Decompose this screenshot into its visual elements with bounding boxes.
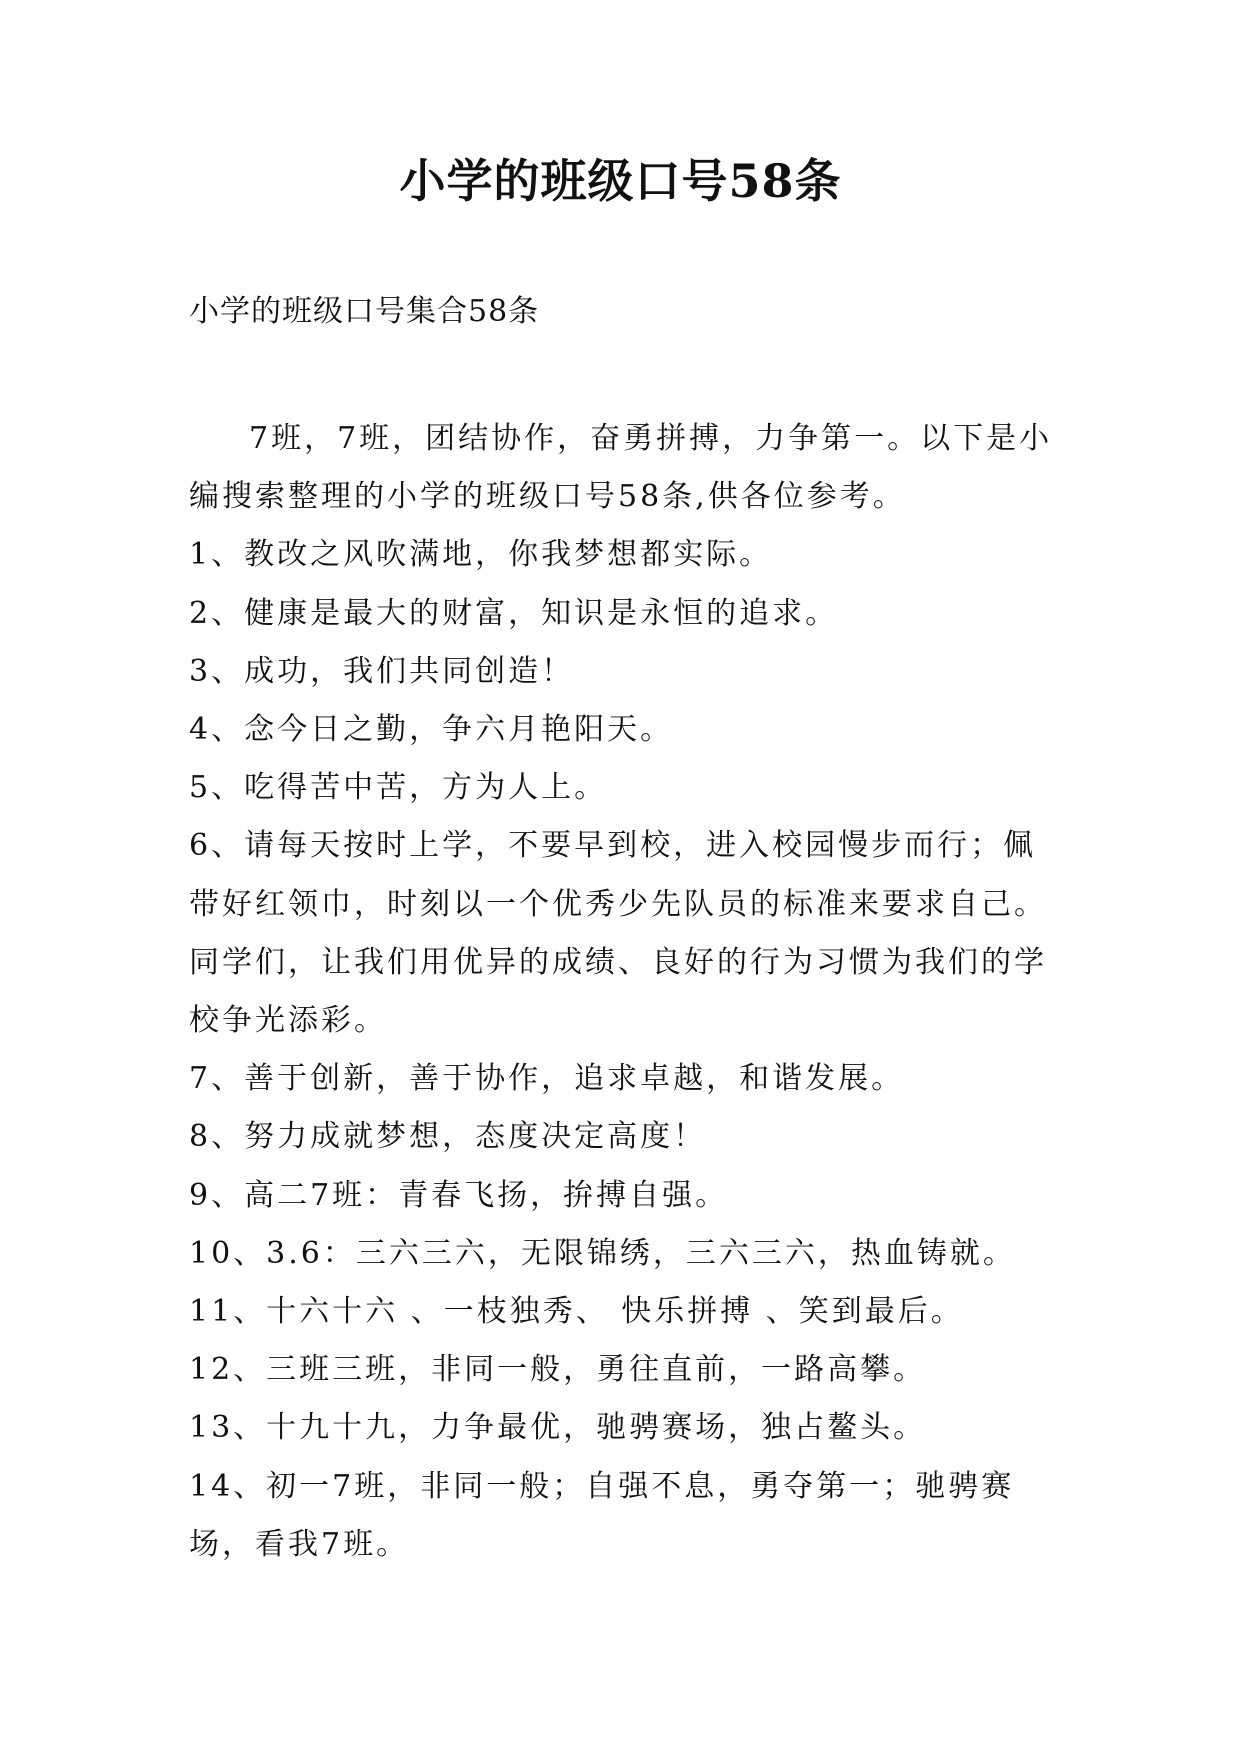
list-item: 3、成功，我们共同创造！ [189, 653, 575, 689]
intro-paragraph: 7班，7班，团结协作，奋勇拼搏，力争第一。以下是小编搜索整理的小学的班级口号58条,供各位参考。 [189, 421, 1053, 515]
list-item: 4、念今日之勤，争六月艳阳天。 [189, 712, 674, 748]
document-body [189, 410, 1069, 1574]
list-item: 11、十六十六 、一枝独秀、 快乐拼搏 、笑到最后。 [189, 1294, 964, 1330]
list-item: 7、善于创新，善于协作，追求卓越，和谐发展。 [189, 1061, 905, 1097]
list-item: 14、初一7班，非同一般；自强不息，勇夺第一；驰骋赛场，看我7班。 [189, 1468, 1015, 1562]
list-item: 8、努力成就梦想，态度决定高度！ [189, 1119, 707, 1155]
list-item: 12、三班三班，非同一般，勇往直前，一路高攀。 [189, 1352, 927, 1388]
list-item: 5、吃得苦中苦，方为人上。 [189, 770, 608, 806]
document-subtitle: 小学的班级口号集合58条 [189, 294, 540, 329]
document-title: 小学的班级口号58条 [399, 154, 842, 208]
list-item: 9、高二7班：青春飞扬，拚搏自强。 [189, 1177, 729, 1213]
list-item: 10、3.6：三六三六，无限锦绣，三六三六，热血铸就。 [189, 1235, 1016, 1271]
list-item: 1、教改之风吹满地，你我梦想都实际。 [189, 537, 773, 573]
list-item: 6、请每天按时上学，不要早到校，进入校园慢步而行；佩带好红领巾，时刻以一个优秀少先队员的标准来要求自己。同学们，让我们用优异的成绩、良好的行为习惯为我们的学校争光添彩。 [189, 828, 1047, 1039]
list-item: 2、健康是最大的财富，知识是永恒的追求。 [189, 595, 839, 631]
list-item: 13、十九十九，力争最优，驰骋赛场，独占鳌头。 [189, 1410, 927, 1446]
